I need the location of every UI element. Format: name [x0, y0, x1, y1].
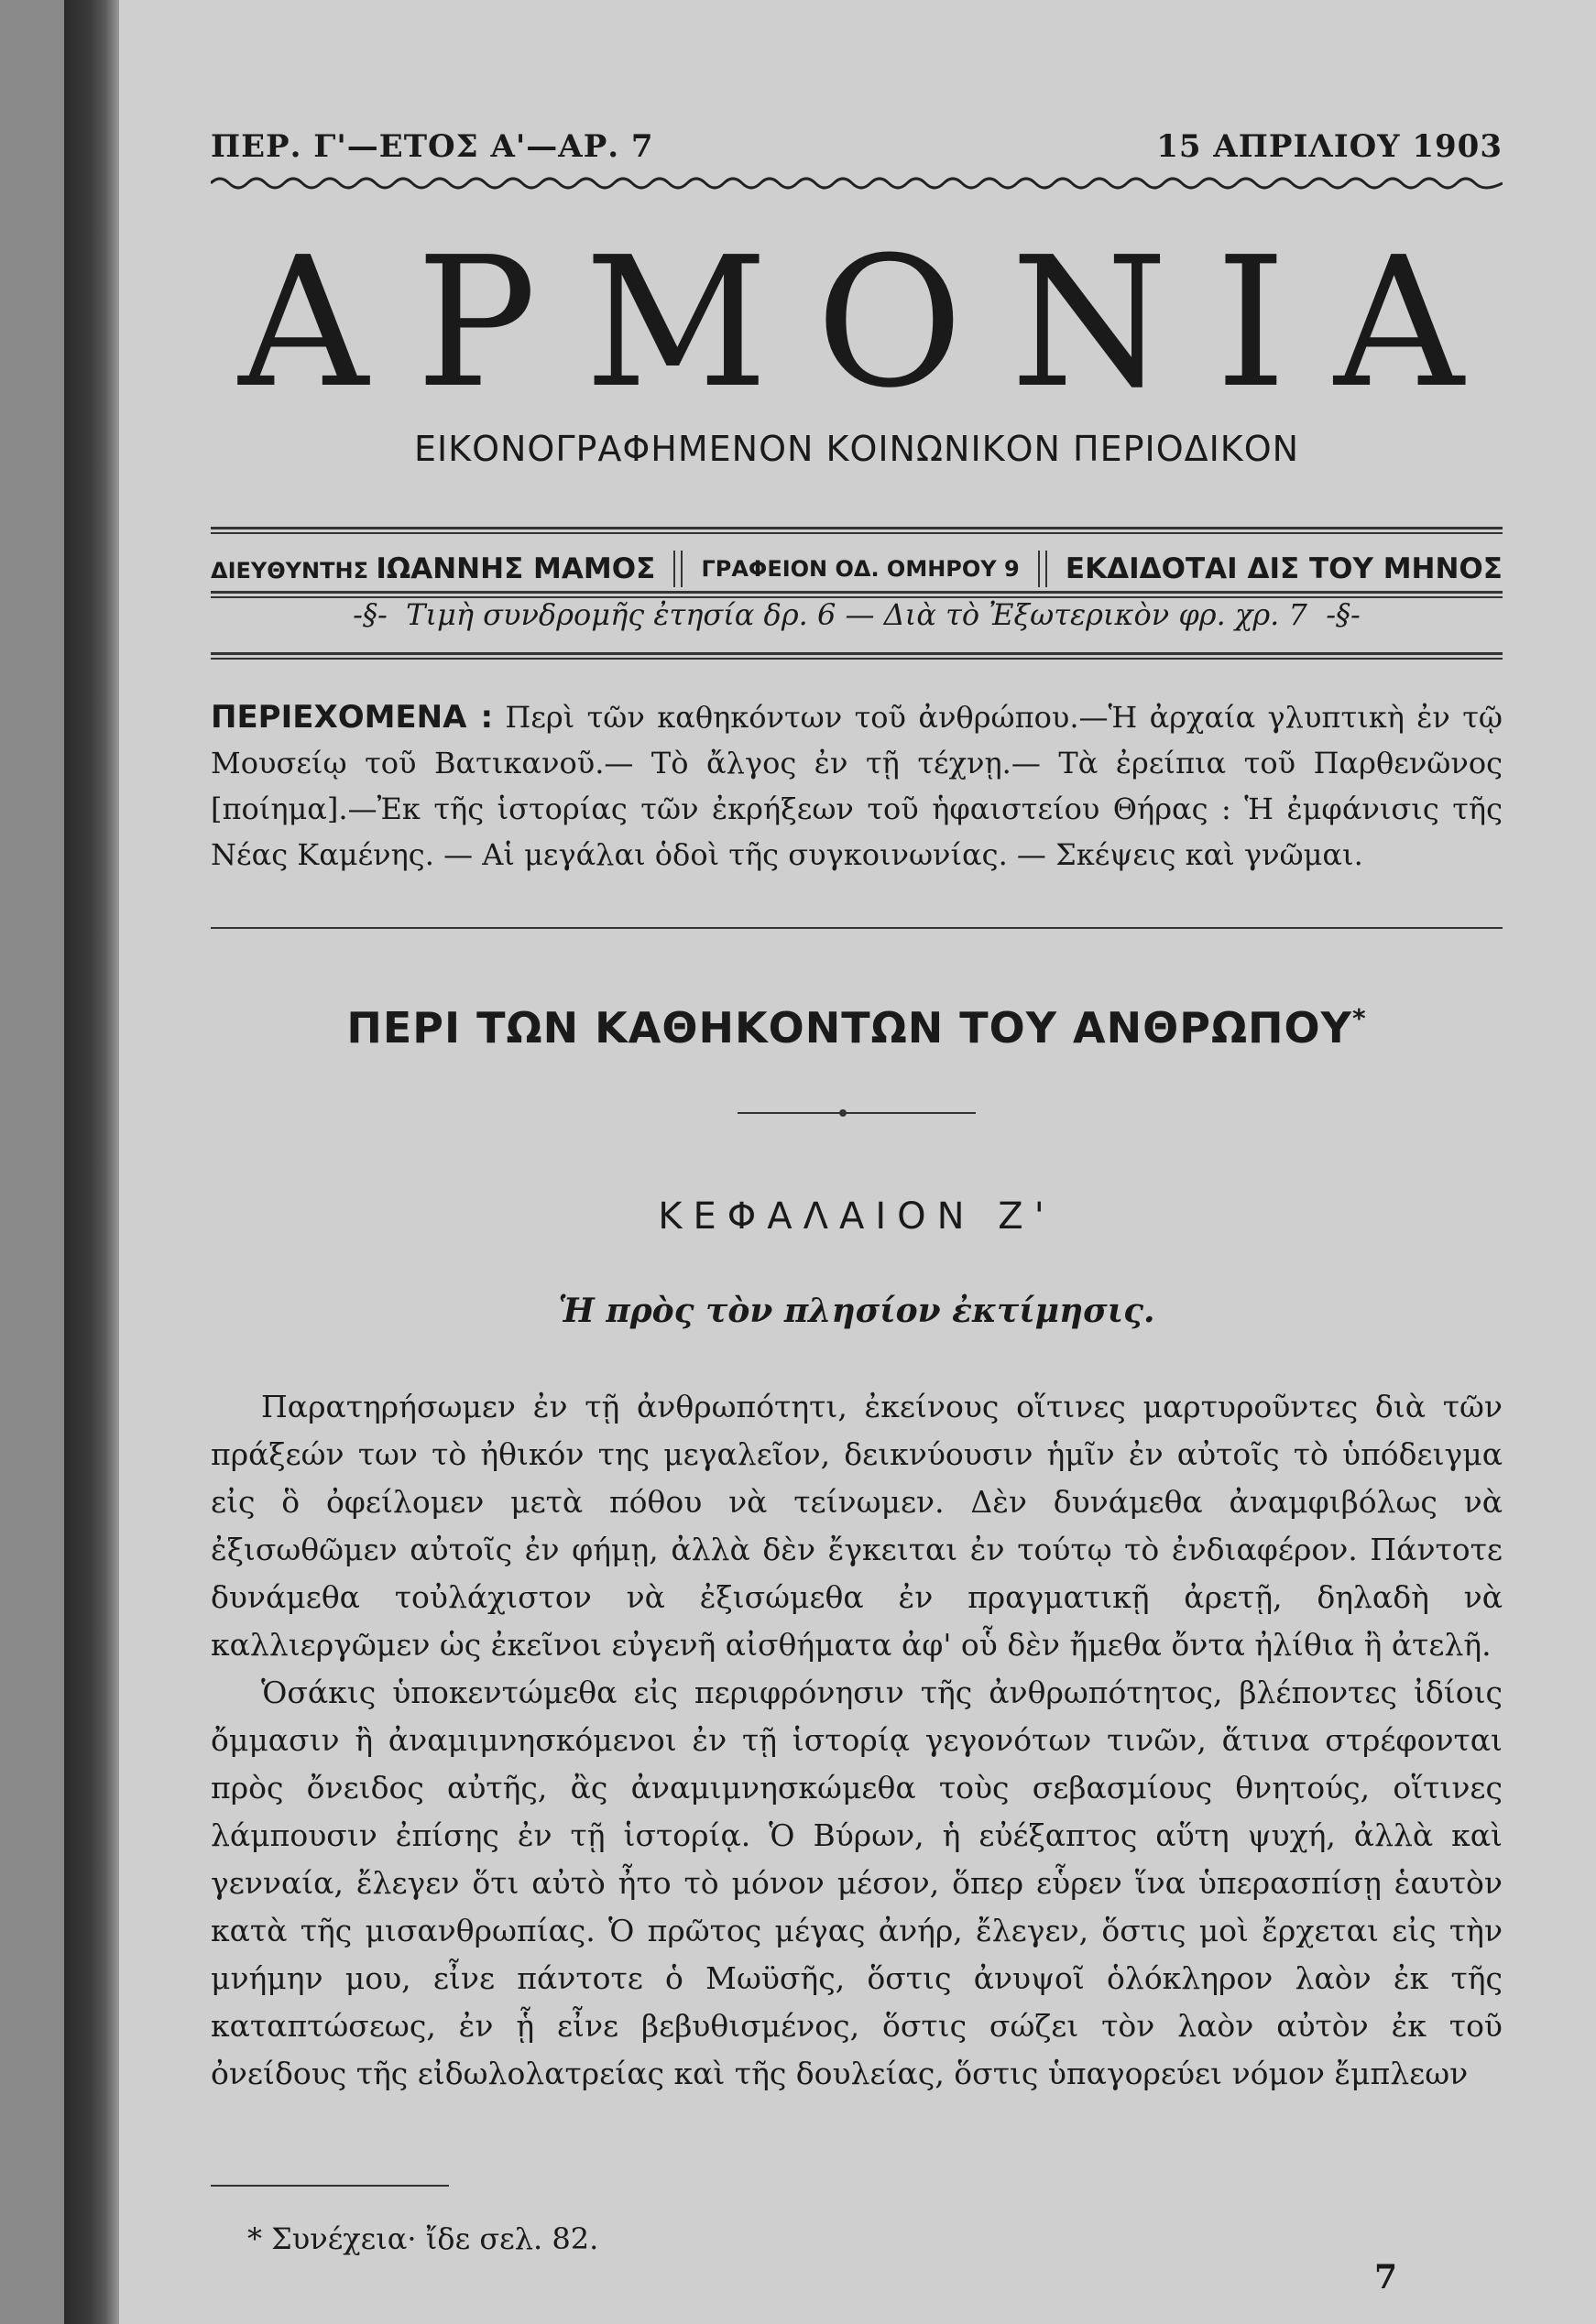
issue-number: ΠΕΡ. Γ'—ΕΤΟΣ Α'—ΑΡ. 7 [211, 128, 654, 165]
column-divider [673, 551, 683, 587]
masthead-subtitle: ΕΙΚΟΝΟΓΡΑΦΗΜΕΝΟΝ ΚΟΙΝΩΝΙΚΟΝ ΠΕΡΙΟΔΙΚΟΝ [413, 429, 1300, 469]
journal-page [119, 0, 1596, 2324]
subscription-price [202, 597, 1512, 632]
contents-text: Περὶ τῶν καθηκόντων τοῦ ἀνθρώπου.—Ἡ ἀρχαία γλυπτικὴ ἐν τῷ Μουσείῳ τοῦ Βατικανοῦ.— Τὸ ἄλγος ἐν τῇ τέχνῃ.— Τὰ ἐρείπια τοῦ Παρθενῶνος [ποίημα].—Ἐκ τῆς ἱστορίας τῶν ἐκρήξεων τοῦ ἡφαιστείου Θήρας : Ἡ ἐμφάνισις τῆς Νέας Καμένης. — Αἱ μεγάλαι ὁδοὶ τῆς συγκοινωνίας. — Σκέψεις καὶ γνῶμαι. [211, 700, 1503, 872]
book-spine [64, 0, 119, 2324]
price-text: Τιμὴ συνδρομῆς ἐτησία δρ. 6 — Διὰ τὸ Ἐξωτερικὸν φρ. χρ. 7 [406, 597, 1307, 632]
wavy-rule [211, 170, 1503, 191]
ornament-icon: -§- [353, 597, 407, 632]
issue-header [211, 128, 1503, 165]
footnote: * Συνέχεια· ἴδε σελ. 82. [247, 2221, 599, 2256]
page-content [202, 0, 1512, 2324]
ornament-divider [202, 1104, 1512, 1122]
footnote-marker: * [1351, 1003, 1367, 1033]
scan-background [0, 0, 64, 2324]
info-bar [211, 547, 1503, 591]
article-title-text: ΠΕΡΙ ΤΩΝ ΚΑΘΗΚΟΝΤΩΝ ΤΟΥ ΑΝΘΡΩΠΟΥ [346, 1003, 1352, 1053]
office-address: ΓΡΑΦΕΙΟΝ ΟΔ. ΟΜΗΡΟΥ 9 [701, 556, 1020, 582]
paragraph: Παρατηρήσωμεν ἐν τῇ ἀνθρωπότητι, ἐκείνους οἵτινες μαρτυροῦντες διὰ τῶν πράξεών των τὸ ἠθικόν της μεγαλεῖον, δεικνύουσιν ἡμῖν ἐν αὐτοῖς τὸ ὑπόδειγμα εἰς ὃ ὀφείλομεν μετὰ πόθου νὰ τείνωμεν. Δὲν δυνάμεθα ἀναμφιβόλως νὰ ἐξισωθῶμεν αὐτοῖς ἐν φήμῃ, ἀλλὰ δὲν ἔγκειται ἐν τούτῳ τὸ ἐνδιαφέρον. Πάντοτε δυνάμεθα τοὐλάχιστον νὰ ἐξισώμεθα ἐν πραγματικῇ ἀρετῇ, δηλαδὴ νὰ καλλιεργῶμεν ὡς ἐκεῖνοι εὐγενῆ αἰσθήματα ἀφ' οὗ δὲν ἤμεθα ὄντα ἠλίθια ἢ ἀτελῆ. [211, 1389, 1503, 1663]
section-heading: Ἡ πρὸς τὸν πλησίον ἐκτίμησις. [558, 1292, 1155, 1330]
section-rule [211, 927, 1503, 929]
footnote-rule [211, 2185, 449, 2187]
chapter-heading: ΚΕΦΑΛΑΙΟΝ Ζ' [658, 1195, 1055, 1238]
issue-date: 15 ΑΠΡΙΛΙΟΥ 1903 [1156, 128, 1503, 165]
page-number: 7 [1374, 2258, 1398, 2297]
double-rule [211, 652, 1503, 655]
contents-label: ΠΕΡΙΕΧΟΜΕΝΑ : [211, 699, 494, 736]
ornament-icon: -§- [1306, 597, 1361, 632]
director-label: ΔΙΕΥΘΥΝΤΗΣ [211, 558, 368, 584]
column-divider [1038, 551, 1047, 587]
table-of-contents [211, 694, 1503, 878]
double-rule [211, 591, 1503, 594]
masthead-title: ΑΡΜΟΝΙΑ [238, 219, 1512, 428]
director-name: ΙΩΑΝΝΗΣ ΜΑΜΟΣ [376, 552, 656, 585]
paragraph: Ὁσάκις ὑποκεντώμεθα εἰς περιφρόνησιν τῆς ἀνθρωπότητος, βλέποντες ἰδίοις ὄμμασιν ἢ ἀναμιμνησκόμενοι ἐν τῇ ἱστορίᾳ γεγονότων τινῶν, ἅτινα στρέφονται πρὸς ὄνειδος αὐτῆς, ἂς ἀναμιμνησκώμεθα τοὺς σεβασμίους θνητούς, οἵτινες λάμπουσιν ἐπίσης ἐν τῇ ἱστορίᾳ. Ὁ Βύρων, ἡ εὐέξαπτος αὕτη ψυχή, ἀλλὰ καὶ γενναία, ἔλεγεν ὅτι αὐτὸ ἦτο τὸ μόνον μέσον, ὅπερ εὗρεν ἵνα ὑπερασπίσῃ ἑαυτὸν κατὰ τῆς μισανθρωπίας. Ὁ πρῶτος μέγας ἀνήρ, ἔλεγεν, ὅστις μοὶ ἔρχεται εἰς τὴν μνήμην μου, εἶνε πάντοτε ὁ Μωϋσῆς, ὅστις ἀνυψοῖ ὁλόκληρον λαὸν ἐκ τῆς καταπτώσεως, ἐν ᾗ εἶνε βεβυθισμένος, ὅστις σώζει τὸν λαὸν αὐτὸν ἐκ τοῦ ὀνείδους τῆς εἰδωλολατρείας καὶ τῆς δουλείας, ὅστις ὑπαγορεύει νόμον ἔμπλεων [211, 1675, 1503, 2091]
article-title [202, 1003, 1512, 1053]
publication-frequency: ΕΚΔΙΔΟΤΑΙ ΔΙΣ ΤΟΥ ΜΗΝΟΣ [1065, 552, 1503, 585]
double-rule [211, 527, 1503, 529]
article-body [211, 1383, 1503, 2098]
